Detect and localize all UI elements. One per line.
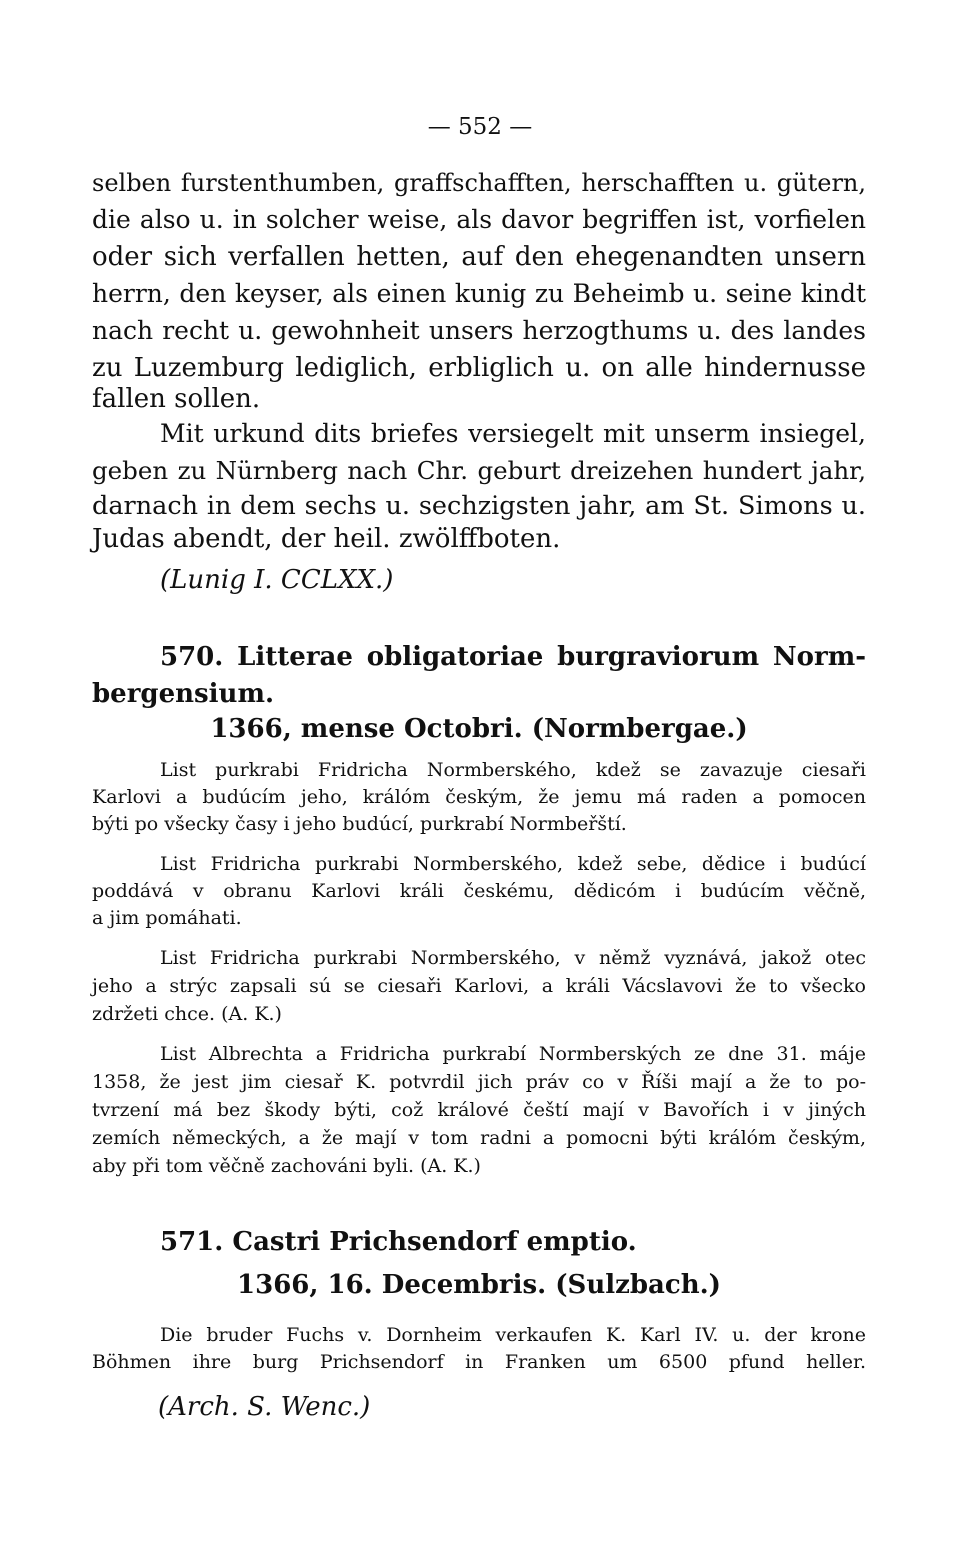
regest-line: zemích německých, a že mají v tom radni a pomocni býti králóm českým, <box>92 1127 866 1149</box>
regest-line: 1358, že jest jim ciesař K. potvrdil jich práv co v Říši mají a že to po- <box>92 1071 866 1093</box>
regest-line: List purkrabi Fridricha Normberského, kdež se zavazuje ciesaři <box>160 759 866 781</box>
regest-line: tvrzení má bez škody býti, což králové čeští mají v Bavořích i v jiných <box>92 1099 866 1121</box>
text-line: herrn, den keyser, als einen kunig zu Beheimb u. seine kindt <box>92 279 866 308</box>
regest-line: Karlovi a budúcím jeho, králóm českým, že jemu má raden a pomocen <box>92 786 866 808</box>
regest-line: aby při tom věčně zachováni byli. (A. K.) <box>92 1155 481 1177</box>
regest-line: býti po všecky časy i jeho budúcí, purkrabí Normbeřští. <box>92 813 627 835</box>
text-line: selben furstenthumben, graffschafften, herschafften u. gütern, <box>92 169 866 197</box>
text-line: fallen sollen. <box>92 384 261 414</box>
text-line: Böhmen ihre burg Prichsendorf in Franken um 6500 pfund heller. <box>92 1351 866 1373</box>
text-line: geben zu Nürnberg nach Chr. geburt dreizehen hundert jahr, <box>92 456 866 485</box>
text-line: die also u. in solcher weise, als davor begriffen ist, vorfielen <box>92 205 866 234</box>
regest-line: List Fridricha purkrabi Normberského, kdež sebe, dědice i budúcí <box>160 853 866 875</box>
document-title: bergensium. <box>92 679 275 709</box>
regest-line: a jim pomáhati. <box>92 907 242 929</box>
regest-line: List Fridricha purkrabi Normberského, v němž vyznává, jakož otec <box>160 947 866 969</box>
text-line: zu Luzemburg lediglich, erbliglich u. on alle hindernusse <box>92 353 866 383</box>
page-number: — 552 — <box>427 114 533 140</box>
document-date: 1366, 16. Decembris. (Sulzbach.) <box>237 1270 721 1300</box>
document-date: 1366, mense Octobri. (Normbergae.) <box>210 714 748 744</box>
regest-line: zdržeti chce. (A. K.) <box>92 1003 282 1025</box>
text-line: Mit urkund dits briefes versiegelt mit unserm insiegel, <box>160 419 866 448</box>
document-title: 570. Litterae obligatoriae burgraviorum Norm- <box>160 642 866 672</box>
text-line: Die bruder Fuchs v. Dornheim verkaufen K. Karl IV. u. der krone <box>160 1324 866 1346</box>
text-line: nach recht u. gewohnheit unsers herzogthums u. des landes <box>92 316 866 345</box>
text-line: darnach in dem sechs u. sechzigsten jahr, am St. Simons u. <box>92 491 866 521</box>
source-citation: (Arch. S. Wenc.) <box>158 1392 371 1422</box>
source-citation: (Lunig I. CCLXX.) <box>160 565 394 595</box>
text-line: Judas abendt, der heil. zwölffboten. <box>92 524 561 554</box>
regest-line: poddává v obranu Karlovi králi českému, dědicóm i budúcím věčně, <box>92 880 866 902</box>
text-line: oder sich verfallen hetten, auf den ehegenandten unsern <box>92 242 866 272</box>
regest-line: List Albrechta a Fridricha purkrabí Normberských ze dne 31. máje <box>160 1043 866 1065</box>
regest-line: jeho a strýc zapsali sú se ciesaři Karlovi, a králi Vácslavovi že to všecko <box>92 975 866 997</box>
document-title: 571. Castri Prichsendorf emptio. <box>160 1227 637 1257</box>
